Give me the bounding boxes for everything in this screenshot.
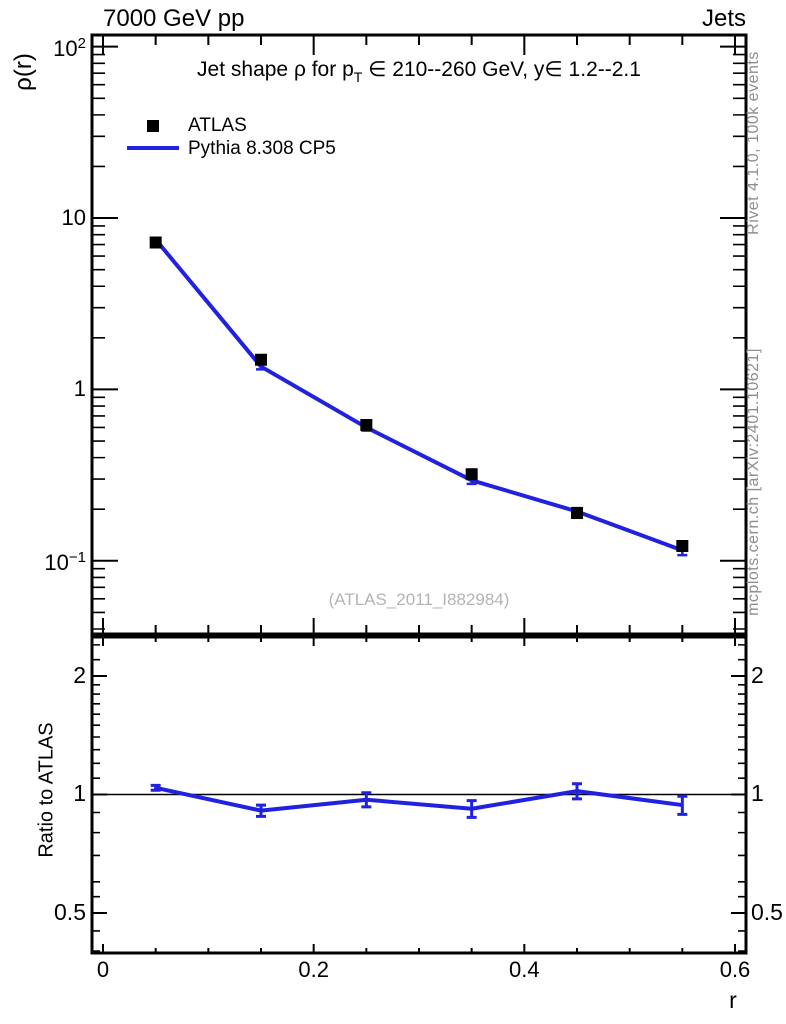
side-note-mcplots: mcplots.cern.ch [arXiv:2401.10621] <box>745 348 762 616</box>
tick-label-exponent: −1 <box>68 548 86 566</box>
ratio-y-tick-label-left <box>73 782 86 805</box>
ratio-y-tick-label-right <box>751 782 764 805</box>
atlas-data-marker <box>150 237 162 249</box>
plot-title-pre: Jet shape ρ for p <box>197 58 354 81</box>
tick-label-text: 0.5 <box>751 898 783 925</box>
x-tick-label <box>509 959 540 981</box>
pythia-error-bars-main <box>151 238 688 555</box>
atlas-data-marker <box>676 540 688 552</box>
legend-marker-pythia <box>127 146 179 150</box>
tick-label-text: 0.5 <box>54 898 86 925</box>
ratio-y-tick-label-right <box>751 898 783 925</box>
tick-label-text: 0.4 <box>509 957 540 982</box>
watermark-analysis-id: (ATLAS_2011_I882984) <box>328 590 510 609</box>
tick-label-text: 10 <box>44 549 69 575</box>
x-tick-label <box>97 959 109 981</box>
tick-label-exponent: 2 <box>77 34 86 52</box>
plot-title <box>92 57 746 85</box>
ratio-y-tick-label-left <box>54 898 86 925</box>
main-y-tick-label <box>62 207 86 229</box>
x-tick-label <box>298 959 329 981</box>
x-axis-label: r <box>729 987 737 1013</box>
tick-label-text: 10 <box>61 205 86 231</box>
main-top-x-ticks <box>103 35 735 55</box>
plot-title-subscript: T <box>353 69 363 85</box>
ratio-y-tick-label-left <box>73 664 86 687</box>
legend-marker-atlas <box>147 120 159 132</box>
ratio-line <box>156 788 683 811</box>
ratio-y-tick-label-right <box>751 664 764 687</box>
main-y-tick-label <box>53 36 86 60</box>
y-axis-label-main: ρ(r) <box>10 53 37 91</box>
plot-title-post: ∈ 210--260 GeV, y∈ 1.2--2.1 <box>362 58 641 81</box>
ratio-y-minor-ticks <box>92 645 746 951</box>
side-note-rivet: Rivet 4.1.0, 100k events <box>745 51 762 235</box>
atlas-data-marker <box>466 468 478 480</box>
tick-label-text: 10 <box>53 35 78 61</box>
tick-label-text: 0 <box>96 957 110 982</box>
main-bottom-x-ticks <box>103 618 735 634</box>
atlas-data-marker <box>571 507 583 519</box>
legend-label-pythia: Pythia 8.308 CP5 <box>188 138 336 159</box>
y-axis-label-ratio: Ratio to ATLAS <box>35 722 58 858</box>
main-y-tick-label <box>44 550 86 574</box>
pythia-line-main <box>156 240 683 551</box>
header-analysis-group: Jets <box>701 5 746 32</box>
legend-label-atlas: ATLAS <box>188 115 247 136</box>
main-y-tick-label <box>74 378 86 400</box>
atlas-error-bars <box>156 241 683 549</box>
x-tick-label <box>720 959 751 981</box>
header-beam-energy: 7000 GeV pp <box>103 5 245 32</box>
tick-label-text: 1 <box>73 376 86 402</box>
ratio-error-bars <box>151 784 688 818</box>
tick-label-text: 1 <box>73 780 86 807</box>
tick-label-text: 0.6 <box>719 957 751 982</box>
tick-label-text: 0.2 <box>298 957 329 982</box>
atlas-data-marker <box>255 354 267 366</box>
tick-label-text: 2 <box>751 662 764 689</box>
tick-label-text: 2 <box>73 662 86 689</box>
atlas-data-marker <box>360 419 372 431</box>
tick-label-text: 1 <box>751 780 764 807</box>
